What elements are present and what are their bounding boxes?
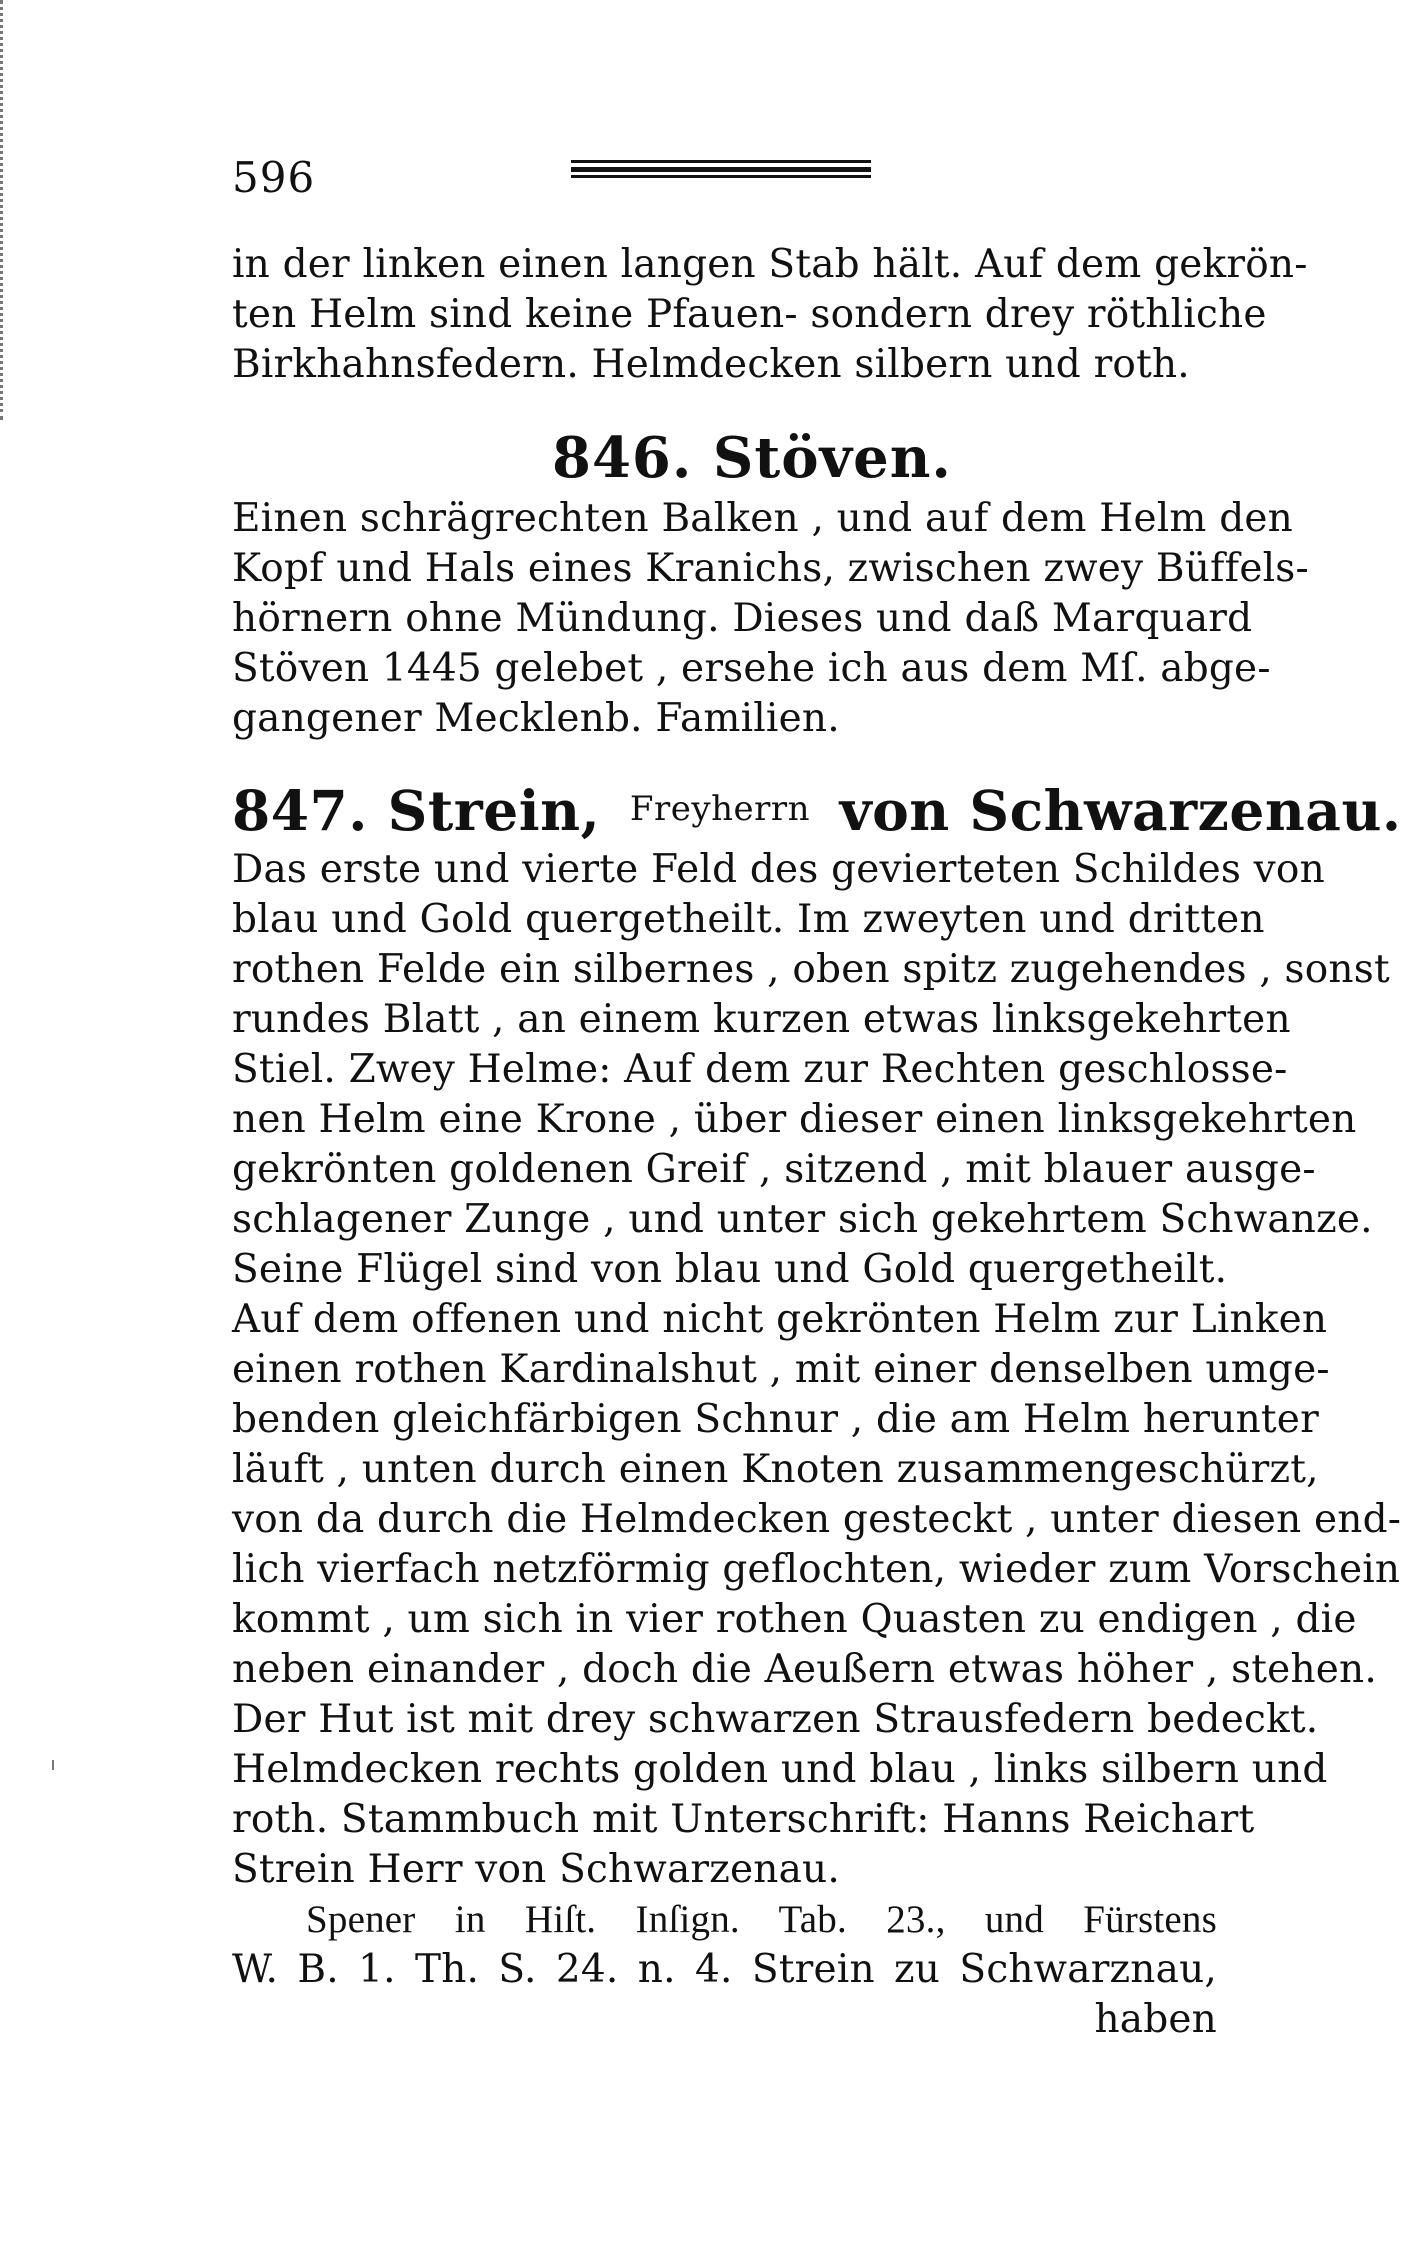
text-line: Birkhahnsfedern. Helmdecken silbern und roth. (232, 342, 1190, 387)
text-line: rundes Blatt , an einem kurzen etwas linksgekehrten (232, 997, 1291, 1042)
text-line: schlagener Zunge , und unter sich gekehrtem Schwanze. (232, 1197, 1373, 1242)
text-line: Seine Flügel sind von blau und Gold quergetheilt. (232, 1247, 1228, 1292)
entry-847-heading-tail: von Schwarzenau. (839, 778, 1402, 843)
text-line: benden gleichfärbigen Schnur , die am Helm herunter (232, 1397, 1319, 1442)
text-line: Auf dem offenen und nicht gekrönten Helm zur Linken (232, 1297, 1328, 1342)
entry-847-heading (232, 776, 1402, 844)
text-line: blau und Gold quergetheilt. Im zweyten und dritten (232, 897, 1265, 942)
entry-847-heading-main: 847. Strein, (232, 778, 601, 843)
text-line: hörnern ohne Mündung. Dieses und daß Marquard (232, 596, 1253, 641)
page-edge-mark (0, 0, 7, 420)
text-line: rothen Felde ein silbernes , oben spitz zugehendes , sonst (232, 947, 1390, 992)
text-line: Einen schrägrechten Balken , und auf dem Helm den (232, 496, 1293, 541)
text-line: gangener Mecklenb. Familien. (232, 696, 840, 741)
ornament-rule-middle (571, 167, 871, 172)
text-line: ten Helm sind keine Pfauen- sondern drey röthliche (232, 292, 1267, 337)
text-line: kommt , um sich in vier rothen Quasten zu endigen , die (232, 1597, 1357, 1642)
text-line: Helmdecken rechts golden und blau , links silbern und (232, 1747, 1328, 1792)
text-line: gekrönten goldenen Greif , sitzend , mit blauer ausge- (232, 1147, 1316, 1192)
text-line: einen rothen Kardinalshut , mit einer denselben umge- (232, 1347, 1330, 1392)
text-line: Stöven 1445 gelebet , ersehe ich aus dem Mſ. abge- (232, 646, 1271, 691)
text-line: neben einander , doch die Aeußern etwas höher , stehen. (232, 1647, 1377, 1692)
text-line: Stiel. Zwey Helme: Auf dem zur Rechten geschlosse- (232, 1047, 1288, 1092)
text-line: roth. Stammbuch mit Unterschrift: Hanns Reichart (232, 1797, 1255, 1842)
text-line: Kopf und Hals eines Kranichs, zwischen zwey Büffels- (232, 546, 1309, 591)
text-line: nen Helm eine Krone , über dieser einen linksgekehrten (232, 1097, 1357, 1142)
catchword: haben (1094, 1997, 1217, 2042)
text-line: lich vierfach netzförmig geflochten, wieder zum Vorschein (232, 1547, 1401, 1592)
entry-846-heading: 846. Stöven. (552, 425, 952, 491)
margin-mark (52, 1760, 54, 1770)
text-line: in der linken einen langen Stab hält. Auf dem gekrön- (232, 242, 1308, 287)
header-ornament (571, 158, 871, 178)
text-line: Das erste und vierte Feld des gevierteten Schildes von (232, 847, 1325, 892)
text-line: Strein Herr von Schwarzenau. (232, 1847, 840, 1892)
ornament-rule-top (571, 160, 871, 163)
reference-line: W. B. 1. Th. S. 24. n. 4. Strein zu Schwarznau, (232, 1947, 1217, 1992)
text-line: Der Hut ist mit drey schwarzen Strausfedern bedeckt. (232, 1697, 1319, 1742)
page-number: 596 (232, 153, 316, 202)
reference-line: Spener in Hiſt. Inſign. Tab. 23., und Fürstens (306, 1898, 1217, 1941)
text-line: von da durch die Helmdecken gesteckt , unter diesen end- (232, 1497, 1402, 1542)
text-line: läuft , unten durch einen Knoten zusammengeschürzt, (232, 1447, 1319, 1492)
ornament-rule-bottom (571, 175, 871, 178)
entry-847-heading-sub: Freyherrn (629, 789, 810, 829)
